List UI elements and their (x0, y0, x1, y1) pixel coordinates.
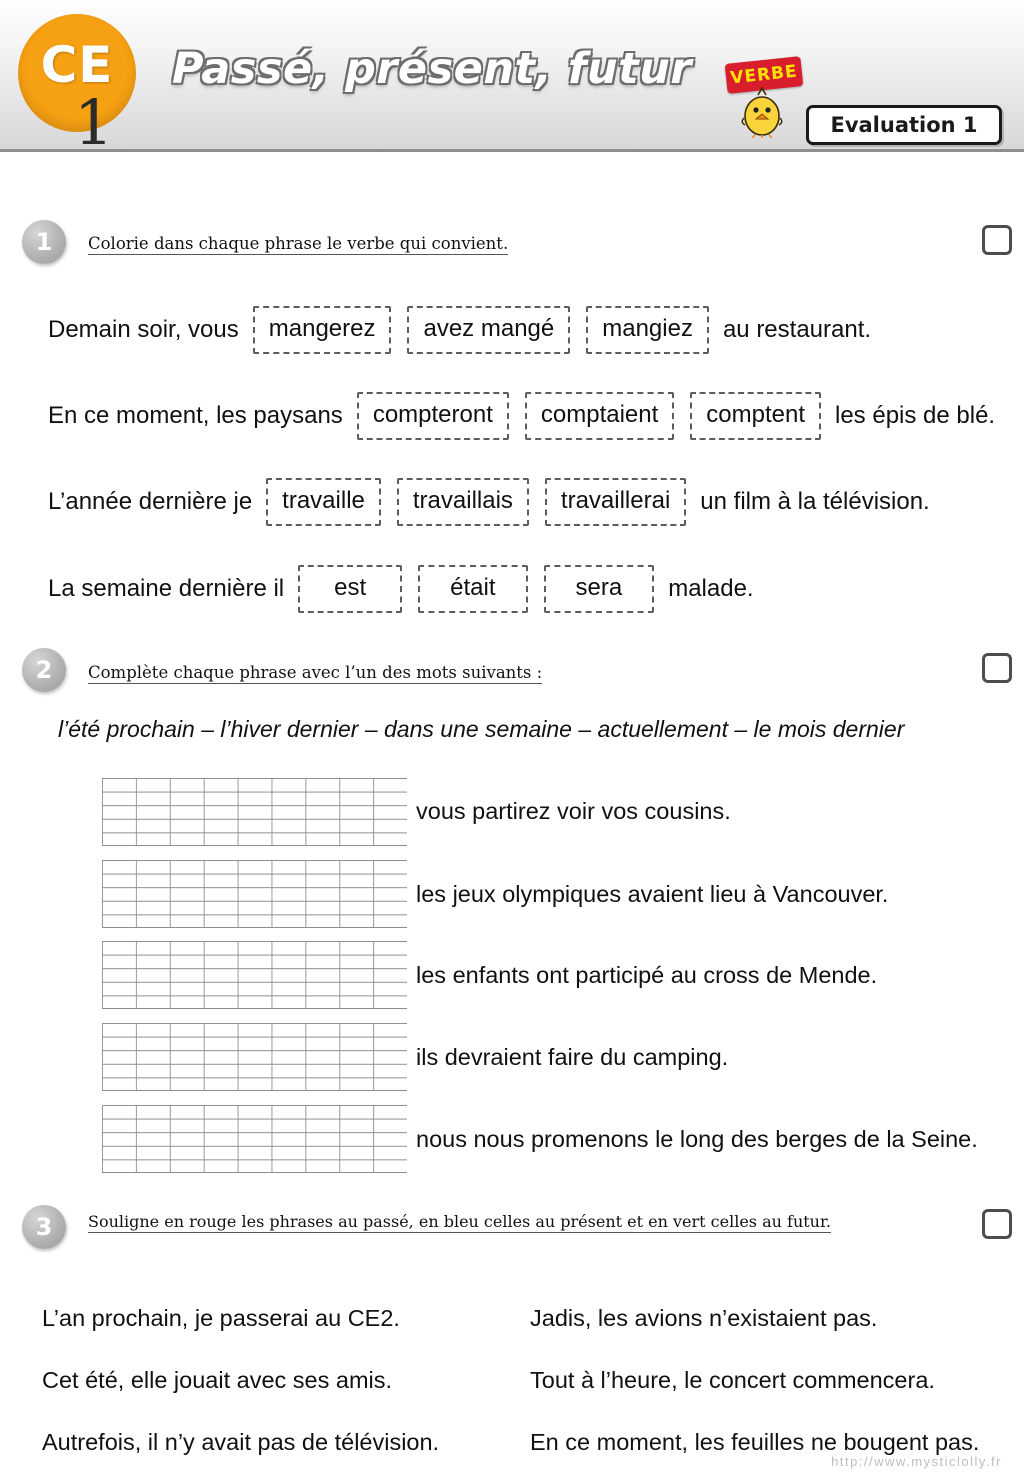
exercise-3-checkbox[interactable] (982, 1209, 1012, 1239)
exercise-1-line-1 (42, 306, 877, 354)
page-title: Passé, présent, futur (172, 44, 693, 94)
exercise-2-instruction: Complète chaque phrase avec l’un des mots suivants : (88, 663, 543, 682)
line-1-choice-1[interactable]: mangerez (253, 306, 392, 354)
answer-lines-5[interactable] (102, 1105, 407, 1173)
page-header (0, 0, 1024, 159)
line-3-suffix: un film à la télévision. (700, 488, 930, 515)
line-4-choice-1[interactable]: est (298, 565, 402, 613)
exercise-2-word-bank: l’été prochain – l’hiver dernier – dans une semaine – actuellement – le mois dernier (58, 716, 905, 742)
line-2-suffix: les épis de blé. (835, 402, 996, 429)
exercise-1-number-label: 1 (35, 228, 53, 256)
line-4-choice-3[interactable]: sera (544, 565, 655, 613)
line-4-choice-2[interactable]: était (418, 565, 527, 613)
exercise-2-number-label: 2 (35, 656, 53, 684)
line-2-choice-2[interactable]: comptaient (525, 392, 674, 440)
exercise-3-left-sentence-2[interactable]: Cet été, elle jouait avec ses amis. (42, 1367, 393, 1393)
line-2-choice-1[interactable]: compteront (357, 392, 509, 440)
line-2-choice-3[interactable]: comptent (690, 392, 821, 440)
exercise-3-right-sentence-3[interactable]: En ce moment, les feuilles ne bougent pas. (530, 1429, 980, 1455)
exercise-2-sentence-4: ils devraient faire du camping. (416, 1044, 729, 1070)
evaluation-badge-label: Evaluation 1 (830, 113, 978, 137)
exercise-2-sentence-3: les enfants ont participé au cross de Mende. (416, 962, 878, 988)
line-1-suffix: au restaurant. (722, 316, 872, 343)
verbe-stamp-label: VERBE (729, 61, 799, 89)
line-2-prefix: En ce moment, les paysans (48, 402, 343, 429)
chick-mascot-icon (738, 86, 786, 138)
answer-lines-1[interactable] (102, 778, 407, 846)
footer-url: http://www.mysticlolly.fr (831, 1454, 1002, 1469)
answer-lines-4[interactable] (102, 1023, 407, 1091)
evaluation-badge (806, 105, 1002, 145)
exercise-1-instruction: Colorie dans chaque phrase le verbe qui convient. (88, 234, 509, 253)
exercise-1-checkbox[interactable] (982, 225, 1012, 255)
exercise-3-left-sentence-1[interactable]: L’an prochain, je passerai au CE2. (42, 1305, 400, 1331)
exercise-2-number (22, 648, 66, 692)
exercise-1-line-2 (42, 392, 1001, 440)
exercise-3-number-label: 3 (35, 1213, 53, 1241)
exercise-3-right-sentence-1[interactable]: Jadis, les avions n’existaient pas. (530, 1305, 878, 1331)
exercise-1-number (22, 220, 66, 264)
exercise-2-sentence-1: vous partirez voir vos cousins. (416, 798, 731, 824)
exercise-1-line-3 (42, 478, 936, 526)
line-1-choice-2[interactable]: avez mangé (407, 306, 570, 354)
line-3-choice-3[interactable]: travaillerai (545, 478, 686, 526)
line-1-choice-3[interactable]: mangiez (586, 306, 709, 354)
exercise-2-checkbox[interactable] (982, 653, 1012, 683)
level-number: 1 (74, 86, 114, 159)
line-4-prefix: La semaine dernière il (48, 575, 285, 602)
level-badge-label: CE (40, 36, 114, 94)
line-3-prefix: L’année dernière je (48, 488, 253, 515)
exercise-3-instruction: Souligne en rouge les phrases au passé, en bleu celles au présent et en vert celles au futur. (88, 1212, 831, 1231)
exercise-3-left-sentence-3[interactable]: Autrefois, il n’y avait pas de télévision. (42, 1429, 440, 1455)
line-3-choice-1[interactable]: travaille (266, 478, 381, 526)
answer-lines-3[interactable] (102, 941, 407, 1009)
exercise-1-line-4 (42, 565, 760, 613)
exercise-2-sentence-2: les jeux olympiques avaient lieu à Vancouver. (416, 881, 889, 907)
exercise-3-right-sentence-2[interactable]: Tout à l’heure, le concert commencera. (530, 1367, 935, 1393)
line-4-suffix: malade. (668, 575, 754, 602)
answer-lines-2[interactable] (102, 860, 407, 928)
exercise-3-number (22, 1205, 66, 1249)
line-1-prefix: Demain soir, vous (48, 316, 239, 343)
line-3-choice-2[interactable]: travaillais (397, 478, 529, 526)
exercise-2-sentence-5: nous nous promenons le long des berges de la Seine. (416, 1126, 978, 1152)
